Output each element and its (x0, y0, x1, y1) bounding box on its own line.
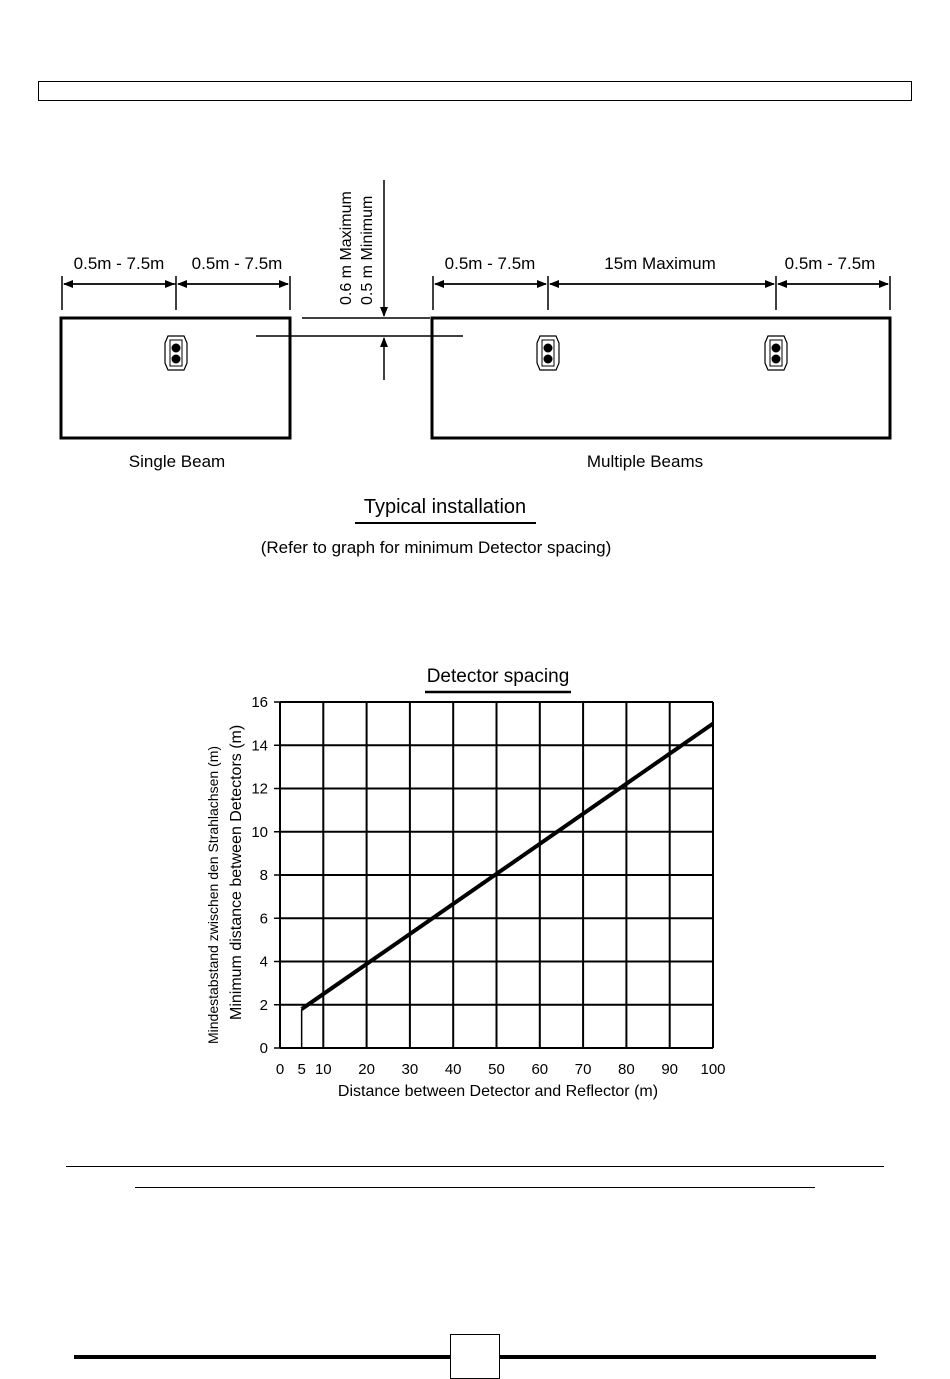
x-tick-label: 90 (661, 1061, 679, 1078)
chart-series (302, 724, 713, 1048)
footer-rule-top (66, 1166, 884, 1167)
footer-rule-bottom (135, 1187, 815, 1188)
chart-title: Detector spacing (426, 666, 570, 687)
x-tick-label: 50 (488, 1061, 505, 1078)
bottom-rule-right (500, 1355, 876, 1359)
x-tick-label: 40 (444, 1061, 462, 1078)
gap-max-label: 0.6 m Maximum (338, 191, 355, 305)
single-beam-label: Single Beam (128, 452, 226, 471)
x-tick-labels (276, 1061, 726, 1078)
page-number-box (450, 1334, 500, 1379)
y-tick-label: 10 (251, 823, 268, 841)
caption-title: Typical installation (363, 496, 527, 518)
y-tick-labels (251, 694, 280, 1057)
gap-min-label: 0.5 m Minimum (359, 195, 376, 305)
x-axis-label: Distance between Detector and Reflector (m) (337, 1083, 659, 1100)
single-dim-right-label: 0.5m - 7.5m (191, 254, 283, 273)
y-tick-label: 4 (259, 953, 268, 971)
y-tick-label: 6 (259, 910, 268, 928)
y-tick-label: 14 (251, 737, 268, 755)
x-tick-label: 5 (297, 1061, 306, 1078)
bottom-rule-left (74, 1355, 450, 1359)
y-tick-label: 2 (259, 996, 268, 1014)
series-line (302, 724, 713, 1009)
y-axis-label-secondary: Mindestabstand zwischen den Strahlachsen (m) (205, 745, 221, 1044)
x-tick-label: 60 (531, 1061, 549, 1078)
x-tick-label: 30 (401, 1061, 419, 1078)
x-tick-label: 100 (700, 1061, 726, 1078)
x-tick-label: 20 (358, 1061, 375, 1078)
caption-note: (Refer to graph for minimum Detector spacing) (260, 538, 612, 557)
y-tick-label: 16 (251, 694, 268, 711)
x-tick-label: 10 (314, 1061, 332, 1078)
multiple-beams-label: Multiple Beams (586, 452, 704, 471)
y-tick-label: 12 (251, 780, 268, 798)
y-tick-label: 0 (259, 1040, 268, 1057)
y-axis-label: Minimum distance between Detectors (m) (228, 724, 245, 1020)
multiple-dim-right-label: 0.5m - 7.5m (784, 254, 876, 273)
multiple-dim-left-label: 0.5m - 7.5m (444, 254, 536, 273)
x-tick-label: 80 (618, 1061, 635, 1078)
x-tick-label: 0 (275, 1061, 285, 1078)
y-tick-label: 8 (259, 867, 268, 884)
multiple-dim-middle-label: 15m Maximum (604, 254, 716, 273)
single-dim-left-label: 0.5m - 7.5m (73, 254, 165, 273)
x-tick-label: 70 (574, 1061, 592, 1078)
